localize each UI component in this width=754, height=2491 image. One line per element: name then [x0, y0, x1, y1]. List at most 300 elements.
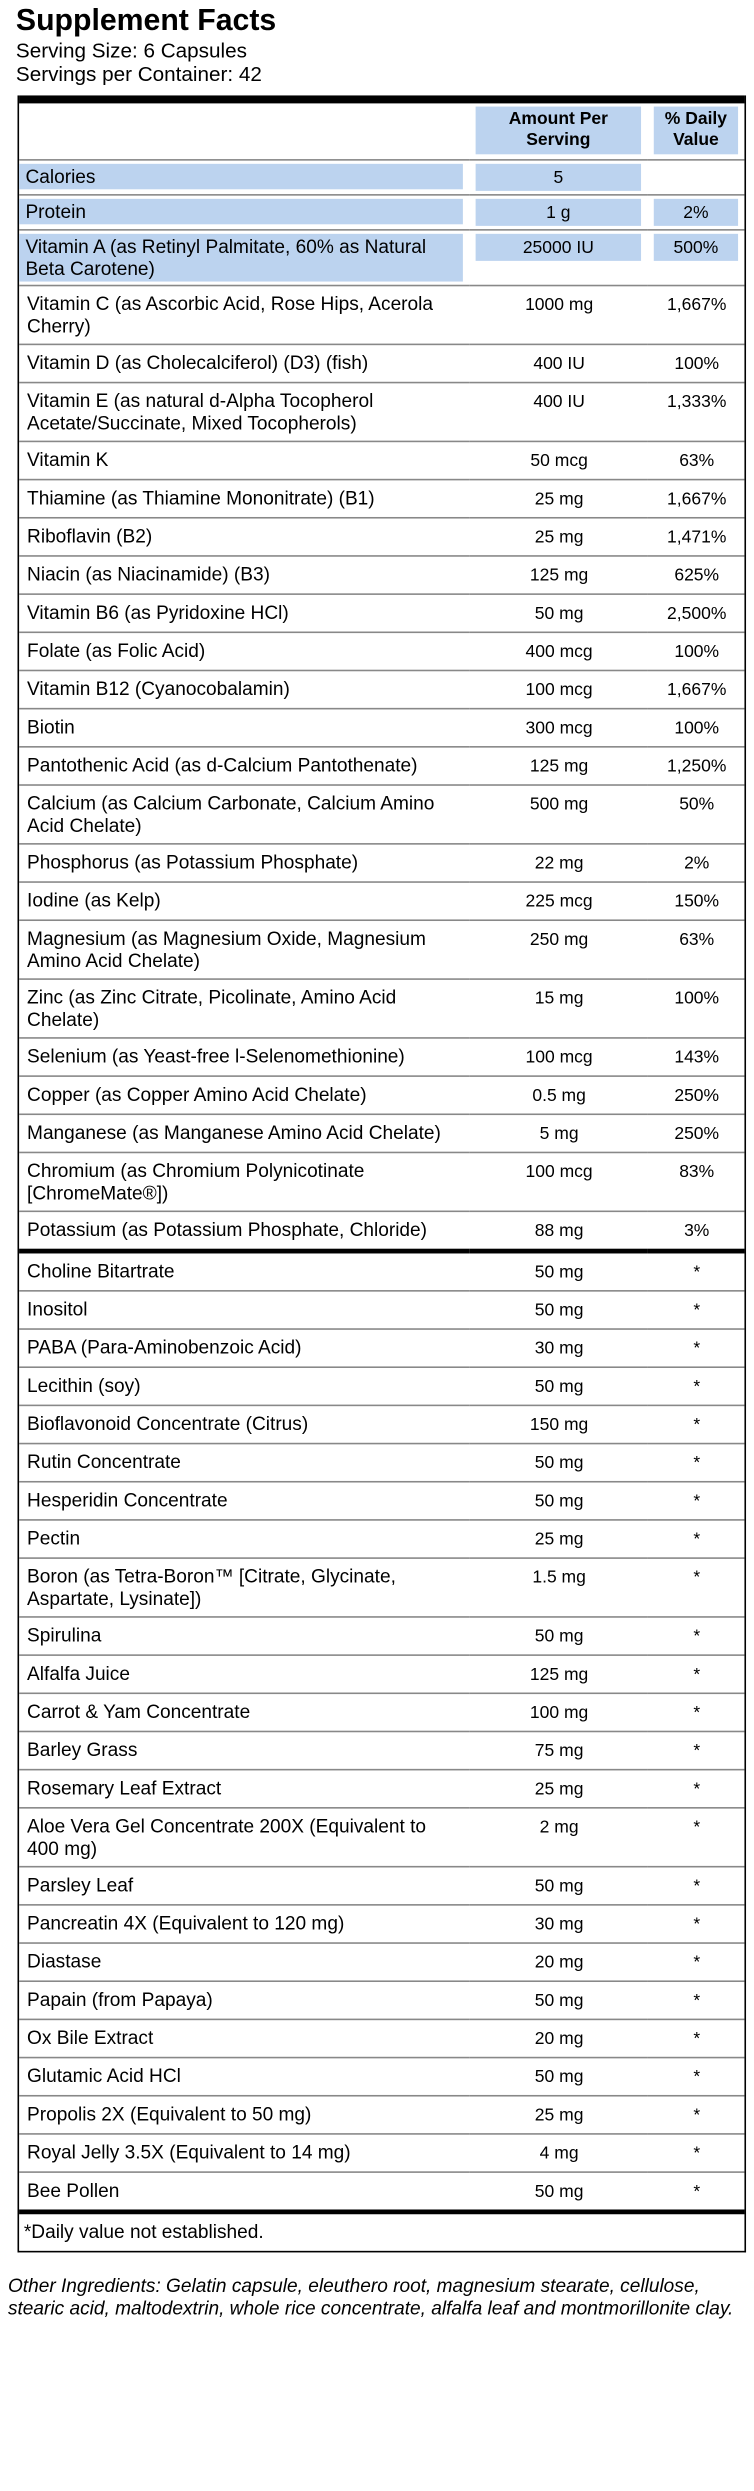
- daily-value-cell: [647, 230, 744, 286]
- amount-per-serving-cell: [469, 785, 647, 844]
- amount-per-serving: 100 mcg: [525, 1048, 593, 1068]
- amount-per-serving: 1.5 mg: [532, 1568, 586, 1588]
- daily-value-cell: [647, 441, 744, 479]
- amount-per-serving: 5 mg: [539, 1124, 579, 1144]
- nutrient-name-cell: [19, 844, 469, 882]
- table-row: [19, 518, 744, 556]
- table-row: [19, 1867, 744, 1905]
- amount-per-serving: 20 mg: [534, 2029, 584, 2049]
- nutrient-name: Rutin Concentrate: [27, 1450, 181, 1473]
- nutrient-name-cell: [19, 1114, 469, 1152]
- table-row: [19, 1076, 744, 1114]
- daily-value-cell: [647, 195, 744, 230]
- daily-value-cell: [647, 518, 744, 556]
- amount-per-serving-cell: [469, 1251, 647, 1291]
- amount-per-serving-cell: [469, 979, 647, 1038]
- amount-per-serving-cell: [469, 195, 647, 230]
- amount-per-serving-cell: [469, 747, 647, 785]
- amount-per-serving: 50 mg: [534, 1877, 584, 1897]
- nutrient-name-cell: [19, 1808, 469, 1867]
- amount-per-serving-cell: [469, 844, 647, 882]
- amount-per-serving: 300 mcg: [525, 718, 593, 739]
- daily-value-cell: [647, 556, 744, 594]
- table-row: [19, 1211, 744, 1251]
- daily-value: 625%: [674, 566, 720, 586]
- amount-per-serving: 25 mg: [534, 528, 584, 548]
- table-row: [19, 556, 744, 594]
- table-row: [19, 1808, 744, 1867]
- nutrient-name: Magnesium (as Magnesium Oxide, Magnesium Amino Acid Chelate): [27, 927, 426, 972]
- table-row: [19, 1655, 744, 1693]
- amount-per-serving: 4 mg: [539, 2144, 579, 2164]
- nutrient-name-cell: [19, 1076, 469, 1114]
- amount-per-serving-cell: [469, 230, 647, 286]
- table-row: [19, 2096, 744, 2134]
- nutrient-name-cell: [19, 1038, 469, 1076]
- nutrient-name-cell: [19, 1482, 469, 1520]
- nutrient-name-cell: [19, 920, 469, 979]
- daily-value-cell: [647, 1808, 744, 1867]
- amount-per-serving-cell: [469, 2172, 647, 2209]
- amount-per-serving-cell: [469, 1770, 647, 1808]
- amount-per-serving: 125 mg: [529, 757, 589, 777]
- nutrient-name: Choline Bitartrate: [27, 1259, 175, 1283]
- other-ingredient-rows: [19, 1251, 744, 2209]
- table-row: [19, 441, 744, 479]
- nutrient-name: Papain (from Papaya): [27, 1988, 213, 2011]
- amount-per-serving-cell: [469, 1731, 647, 1769]
- amount-per-serving: 88 mg: [534, 1221, 584, 1241]
- nutrient-name-cell: [19, 632, 469, 670]
- nutrient-name-cell: [19, 747, 469, 785]
- nutrient-name-cell: [19, 195, 469, 230]
- nutrient-name: Pantothenic Acid (as d-Calcium Pantothenate): [27, 753, 418, 777]
- amount-per-serving: 5: [476, 164, 641, 191]
- amount-per-serving-cell: [469, 1693, 647, 1731]
- top-rule: [19, 95, 744, 103]
- daily-value: *: [693, 1453, 701, 1473]
- daily-value: *: [693, 1415, 701, 1435]
- nutrient-name-cell: [19, 2172, 469, 2209]
- daily-value: 100%: [674, 989, 720, 1009]
- daily-value-cell: [647, 1770, 744, 1808]
- serving-size: Serving Size: 6 Capsules: [15, 38, 247, 63]
- amount-per-serving: 22 mg: [534, 854, 584, 874]
- daily-value-cell: [647, 1076, 744, 1114]
- table-row: [19, 882, 744, 920]
- amount-per-serving: 15 mg: [534, 989, 584, 1009]
- daily-value: 2%: [684, 854, 710, 874]
- daily-value: *: [693, 2029, 701, 2049]
- daily-value: *: [693, 2106, 701, 2126]
- daily-value-cell: [647, 670, 744, 708]
- nutrient-name-cell: [19, 1867, 469, 1905]
- table-row: [19, 2172, 744, 2209]
- amount-per-serving-cell: [469, 1520, 647, 1558]
- amount-per-serving: 50 mg: [534, 2182, 584, 2202]
- daily-value-cell: [647, 920, 744, 979]
- amount-per-serving-cell: [469, 882, 647, 920]
- table-row: [19, 670, 744, 708]
- amount-per-serving: 250 mg: [529, 930, 589, 950]
- table-row: [19, 1444, 744, 1482]
- amount-per-serving: 50 mg: [534, 1263, 584, 1283]
- nutrient-rows: [19, 160, 744, 1251]
- nutrient-name: Vitamin K: [27, 448, 109, 471]
- amount-per-serving: 400 mcg: [525, 642, 593, 662]
- nutrient-name-cell: [19, 480, 469, 518]
- amount-per-serving: 20 mg: [534, 1953, 584, 1973]
- daily-value-cell: [647, 709, 744, 747]
- nutrient-name-cell: [19, 286, 469, 345]
- daily-value-cell: [647, 1905, 744, 1943]
- amount-per-serving-cell: [469, 2019, 647, 2057]
- daily-value: *: [693, 1627, 701, 1647]
- table-row: [19, 1558, 744, 1617]
- daily-value: *: [693, 1492, 701, 1512]
- header-daily-value: [647, 103, 744, 159]
- amount-per-serving-cell: [469, 920, 647, 979]
- nutrient-name-cell: [19, 2096, 469, 2134]
- nutrient-name: Pectin: [27, 1527, 81, 1550]
- footnote: *Daily value not established.: [19, 2209, 744, 2250]
- amount-per-serving: 50 mg: [534, 1627, 584, 1647]
- amount-per-serving-cell: [469, 1867, 647, 1905]
- daily-value-cell: [647, 1558, 744, 1617]
- table-row: [19, 1038, 744, 1076]
- nutrient-name: Manganese (as Manganese Amino Acid Chelate): [27, 1121, 441, 1144]
- nutrient-name-cell: [19, 1211, 469, 1251]
- nutrient-name: Folate (as Folic Acid): [27, 639, 206, 662]
- daily-value: *: [693, 1301, 701, 1321]
- amount-per-serving: 50 mg: [534, 2067, 584, 2087]
- daily-value: 50%: [679, 795, 715, 815]
- table-row: [19, 344, 744, 382]
- header-amount-label: Amount Per Serving: [476, 107, 641, 155]
- amount-per-serving: 1 g: [476, 199, 641, 226]
- nutrient-name: Bioflavonoid Concentrate (Citrus): [27, 1412, 309, 1435]
- amount-per-serving-cell: [469, 1114, 647, 1152]
- table-row: [19, 594, 744, 632]
- daily-value: 1,667%: [667, 489, 727, 510]
- nutrient-name-cell: [19, 1693, 469, 1731]
- nutrient-name: Vitamin D (as Cholecalciferol) (D3) (fish): [27, 351, 369, 374]
- daily-value-cell: [647, 2058, 744, 2096]
- amount-per-serving: 125 mg: [529, 566, 589, 586]
- amount-per-serving-cell: [469, 1482, 647, 1520]
- table-row: [19, 1405, 744, 1443]
- daily-value: *: [693, 1568, 701, 1588]
- table-row: [19, 2058, 744, 2096]
- table-row: [19, 1981, 744, 2019]
- nutrient-name-cell: [19, 1731, 469, 1769]
- amount-per-serving-cell: [469, 2096, 647, 2134]
- nutrient-name: Barley Grass: [27, 1738, 138, 1761]
- table-row: [19, 1251, 744, 1291]
- nutrient-name-cell: [19, 1905, 469, 1943]
- facts-table: [19, 103, 744, 2209]
- table-row: [19, 160, 744, 195]
- amount-per-serving: 400 IU: [533, 392, 585, 412]
- daily-value: *: [693, 1339, 701, 1359]
- daily-value-cell: [647, 1367, 744, 1405]
- daily-value-cell: [647, 1152, 744, 1211]
- amount-per-serving-cell: [469, 670, 647, 708]
- daily-value-cell: [647, 1981, 744, 2019]
- nutrient-name-cell: [19, 1251, 469, 1291]
- nutrient-name: Vitamin B6 (as Pyridoxine HCl): [27, 601, 289, 624]
- daily-value: *: [693, 1703, 701, 1723]
- daily-value-cell: [647, 785, 744, 844]
- nutrient-name-cell: [19, 1617, 469, 1655]
- daily-value: 250%: [674, 1086, 720, 1106]
- daily-value-cell: [647, 2134, 744, 2172]
- nutrient-name: Vitamin A (as Retinyl Palmitate, 60% as Natural Beta Carotene): [19, 234, 463, 282]
- nutrient-name-cell: [19, 344, 469, 382]
- daily-value: *: [693, 1741, 701, 1761]
- table-row: [19, 1770, 744, 1808]
- amount-per-serving-cell: [469, 1981, 647, 2019]
- amount-per-serving: 400 IU: [533, 354, 585, 374]
- daily-value-cell: [647, 1655, 744, 1693]
- amount-per-serving-cell: [469, 1152, 647, 1211]
- amount-per-serving: 30 mg: [534, 1339, 584, 1359]
- nutrient-name: Aloe Vera Gel Concentrate 200X (Equivalent to 400 mg): [27, 1814, 427, 1860]
- nutrient-name: Calories: [19, 164, 463, 189]
- table-row: [19, 844, 744, 882]
- amount-per-serving-cell: [469, 2058, 647, 2096]
- daily-value: *: [693, 1779, 701, 1800]
- amount-per-serving-cell: [469, 160, 647, 195]
- amount-per-serving: 100 mcg: [525, 680, 593, 700]
- nutrient-name-cell: [19, 785, 469, 844]
- amount-per-serving-cell: [469, 1655, 647, 1693]
- other-ingredients: Other Ingredients: Gelatin capsule, eleuthero root, magnesium stearate, cellulose, stearic acid, maltodextrin, whole rice concentrate, alfalfa leaf and montmorillonite clay.: [7, 2274, 734, 2320]
- nutrient-name-cell: [19, 1152, 469, 1211]
- nutrient-name: Biotin: [27, 715, 75, 739]
- daily-value-cell: [647, 632, 744, 670]
- daily-value-cell: [647, 1482, 744, 1520]
- nutrient-name-cell: [19, 882, 469, 920]
- daily-value: *: [693, 2144, 701, 2164]
- amount-per-serving: 25000 IU: [476, 234, 641, 261]
- daily-value-cell: [647, 1291, 744, 1329]
- daily-value: 100%: [674, 354, 720, 374]
- table-row: [19, 632, 744, 670]
- nutrient-name: Potassium (as Potassium Phosphate, Chloride): [27, 1218, 428, 1241]
- amount-per-serving-cell: [469, 1329, 647, 1367]
- daily-value-cell: [647, 1405, 744, 1443]
- amount-per-serving: 225 mcg: [525, 892, 593, 912]
- nutrient-name: Zinc (as Zinc Citrate, Picolinate, Amino Acid Chelate): [27, 986, 397, 1031]
- table-row: [19, 1520, 744, 1558]
- nutrient-name: PABA (Para-Aminobenzoic Acid): [27, 1336, 302, 1359]
- nutrient-name: Vitamin E (as natural d-Alpha Tocopherol Acetate/Succinate, Mixed Tocopherols): [27, 389, 374, 435]
- table-row: [19, 1731, 744, 1769]
- daily-value-cell: [647, 594, 744, 632]
- daily-value: *: [693, 1530, 701, 1550]
- table-row: [19, 1152, 744, 1211]
- nutrient-name: Calcium (as Calcium Carbonate, Calcium Amino Acid Chelate): [27, 792, 435, 837]
- nutrient-name: Iodine (as Kelp): [27, 889, 161, 912]
- nutrient-name: Boron (as Tetra-Boron™ [Citrate, Glycinate, Aspartate, Lysinate]): [27, 1565, 396, 1610]
- daily-value: 1,667%: [667, 295, 727, 315]
- nutrient-name: Pancreatin 4X (Equivalent to 120 mg): [27, 1912, 345, 1935]
- daily-value-cell: [647, 1693, 744, 1731]
- nutrient-name-cell: [19, 979, 469, 1038]
- daily-value-cell: [647, 1038, 744, 1076]
- facts-panel: [17, 95, 746, 2252]
- table-row: [19, 1329, 744, 1367]
- amount-per-serving-cell: [469, 286, 647, 345]
- amount-per-serving-cell: [469, 1444, 647, 1482]
- table-row: [19, 2019, 744, 2057]
- amount-per-serving: 25 mg: [534, 2106, 584, 2126]
- table-row: [19, 1617, 744, 1655]
- daily-value: *: [693, 1263, 701, 1283]
- daily-value-cell: [647, 1867, 744, 1905]
- amount-per-serving-cell: [469, 1617, 647, 1655]
- amount-per-serving-cell: [469, 594, 647, 632]
- nutrient-name-cell: [19, 556, 469, 594]
- nutrient-name: Glutamic Acid HCl: [27, 2064, 181, 2087]
- nutrient-name: Spirulina: [27, 1624, 102, 1647]
- amount-per-serving: 25 mg: [534, 1779, 584, 1800]
- amount-per-serving-cell: [469, 1367, 647, 1405]
- servings-per-container: Servings per Container: 42: [15, 62, 262, 86]
- nutrient-name-cell: [19, 160, 469, 195]
- daily-value: 250%: [674, 1124, 720, 1144]
- amount-per-serving-cell: [469, 441, 647, 479]
- nutrient-name-cell: [19, 2019, 469, 2057]
- daily-value: *: [693, 1877, 701, 1897]
- nutrient-name: Niacin (as Niacinamide) (B3): [27, 563, 270, 586]
- nutrient-name-cell: [19, 230, 469, 286]
- daily-value-cell: [647, 2019, 744, 2057]
- daily-value-cell: [647, 1444, 744, 1482]
- daily-value: *: [693, 1665, 701, 1685]
- daily-value-cell: [647, 1617, 744, 1655]
- amount-per-serving: 25 mg: [534, 489, 584, 510]
- table-row: [19, 1367, 744, 1405]
- daily-value: 1,333%: [667, 392, 727, 412]
- daily-value-cell: [647, 1943, 744, 1981]
- nutrient-name-cell: [19, 518, 469, 556]
- daily-value: 63%: [679, 451, 715, 471]
- amount-per-serving-cell: [469, 480, 647, 518]
- amount-per-serving: 2 mg: [539, 1818, 579, 1838]
- amount-per-serving-cell: [469, 344, 647, 382]
- nutrient-name-cell: [19, 1367, 469, 1405]
- amount-per-serving-cell: [469, 1038, 647, 1076]
- daily-value: *: [693, 2067, 701, 2087]
- daily-value-cell: [647, 383, 744, 442]
- amount-per-serving-cell: [469, 1808, 647, 1867]
- daily-value: 63%: [679, 930, 715, 950]
- table-row: [19, 1693, 744, 1731]
- table-row: [19, 2134, 744, 2172]
- label-title: Supplement Facts: [15, 4, 277, 39]
- table-row: [19, 1943, 744, 1981]
- amount-per-serving-cell: [469, 1558, 647, 1617]
- amount-per-serving: 75 mg: [534, 1741, 584, 1761]
- nutrient-name-cell: [19, 383, 469, 442]
- nutrient-name: Riboflavin (B2): [27, 524, 153, 548]
- table-row: [19, 1291, 744, 1329]
- nutrient-name-cell: [19, 709, 469, 747]
- amount-per-serving-cell: [469, 1905, 647, 1943]
- nutrient-name: Chromium (as Chromium Polynicotinate [ChromeMate®]): [27, 1159, 365, 1205]
- amount-per-serving-cell: [469, 518, 647, 556]
- nutrient-name: Carrot & Yam Concentrate: [27, 1700, 251, 1723]
- header-row: [19, 103, 744, 159]
- daily-value-cell: [647, 160, 744, 195]
- amount-per-serving-cell: [469, 1076, 647, 1114]
- daily-value-cell: [647, 882, 744, 920]
- nutrient-name-cell: [19, 2058, 469, 2096]
- daily-value-cell: [647, 2172, 744, 2209]
- daily-value: 3%: [684, 1221, 710, 1241]
- amount-per-serving: 0.5 mg: [532, 1086, 586, 1106]
- daily-value: 2,500%: [667, 604, 727, 624]
- nutrient-name: Protein: [19, 199, 463, 224]
- nutrient-name-cell: [19, 441, 469, 479]
- daily-value: 100%: [674, 642, 720, 662]
- amount-per-serving-cell: [469, 383, 647, 442]
- amount-per-serving: 50 mcg: [530, 451, 588, 471]
- daily-value-cell: [647, 2096, 744, 2134]
- amount-per-serving: 50 mg: [534, 1492, 584, 1512]
- table-row: [19, 1482, 744, 1520]
- table-row: [19, 1114, 744, 1152]
- amount-per-serving: 500 mg: [529, 795, 589, 815]
- daily-value: 2%: [654, 199, 738, 226]
- nutrient-name-cell: [19, 1655, 469, 1693]
- daily-value: 150%: [674, 892, 720, 912]
- daily-value-cell: [647, 747, 744, 785]
- nutrient-name: Inositol: [27, 1298, 88, 1321]
- table-row: [19, 286, 744, 345]
- amount-per-serving-cell: [469, 632, 647, 670]
- daily-value: 1,667%: [667, 680, 727, 700]
- nutrient-name: Lecithin (soy): [27, 1374, 141, 1397]
- amount-per-serving: 50 mg: [534, 1377, 584, 1397]
- nutrient-name-cell: [19, 670, 469, 708]
- amount-per-serving: 50 mg: [534, 1453, 584, 1473]
- nutrient-name-cell: [19, 1444, 469, 1482]
- table-row: [19, 979, 744, 1038]
- amount-per-serving: 125 mg: [529, 1665, 589, 1685]
- nutrient-name-cell: [19, 1770, 469, 1808]
- nutrient-name-cell: [19, 2134, 469, 2172]
- daily-value: *: [693, 1915, 701, 1935]
- amount-per-serving: 50 mg: [534, 604, 584, 624]
- table-row: [19, 747, 744, 785]
- table-row: [19, 920, 744, 979]
- amount-per-serving-cell: [469, 1291, 647, 1329]
- daily-value: 83%: [679, 1162, 715, 1182]
- amount-per-serving-cell: [469, 1405, 647, 1443]
- header-daily-value-label: % Daily Value: [654, 107, 738, 155]
- nutrient-name: Vitamin B12 (Cyanocobalamin): [27, 677, 290, 700]
- nutrient-name: Parsley Leaf: [27, 1873, 134, 1897]
- daily-value-cell: [647, 1731, 744, 1769]
- daily-value-cell: [647, 344, 744, 382]
- daily-value-cell: [647, 1114, 744, 1152]
- table-row: [19, 709, 744, 747]
- daily-value: *: [693, 1953, 701, 1973]
- nutrient-name-cell: [19, 1943, 469, 1981]
